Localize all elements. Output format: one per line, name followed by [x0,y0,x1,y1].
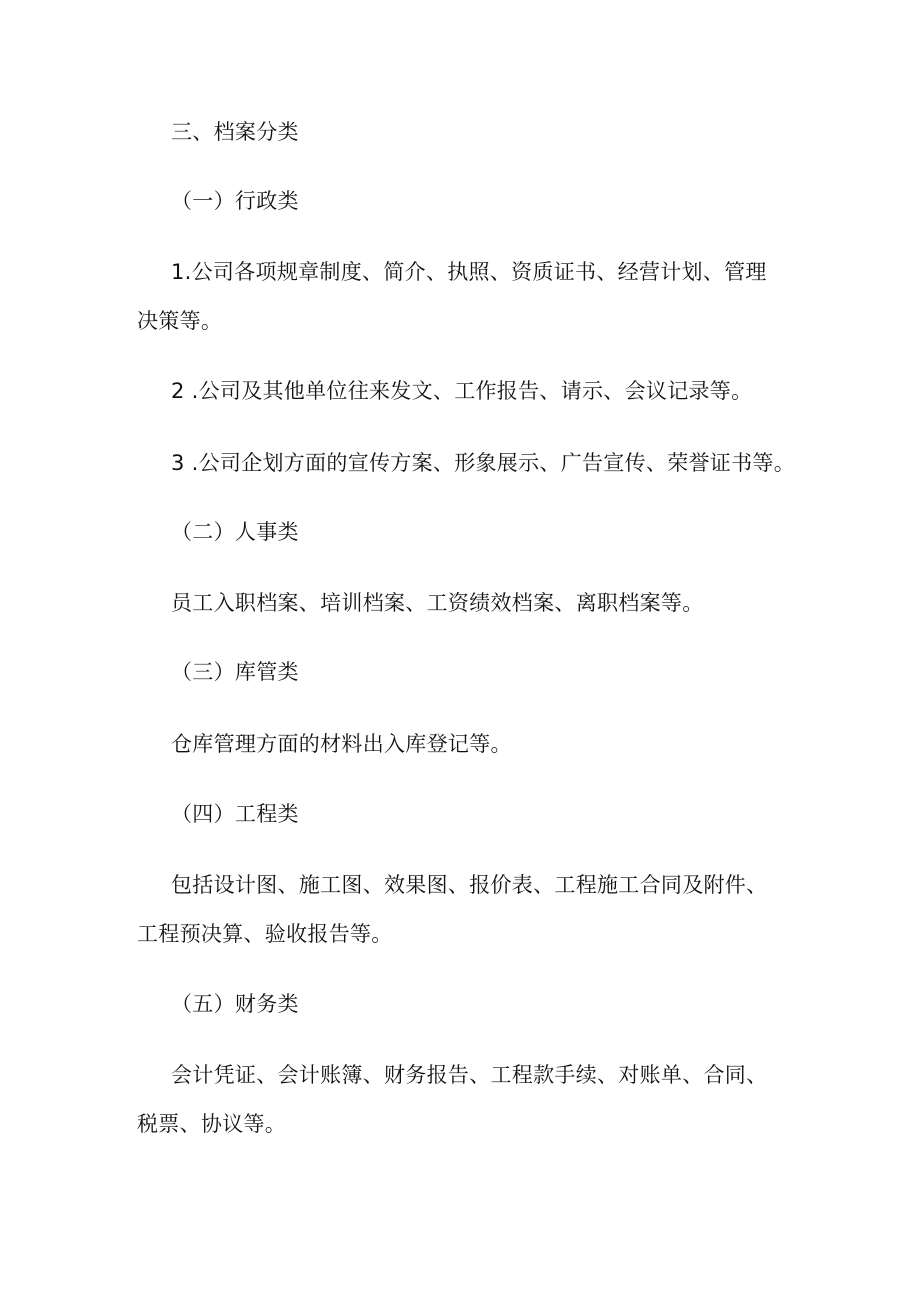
category-heading-engineering: （四）工程类 [171,802,299,826]
category-heading-administrative: （一）行政类 [171,189,299,213]
warehouse-item: 仓库管理方面的材料出入库登记等。 [171,732,512,756]
finance-item: 会计凭证、会计账簿、财务报告、工程款手续、对账单、合同、税票、协议等。 [137,1063,768,1136]
administrative-item-3: 3 .公司企划方面的宣传方案、形象展示、广告宣传、荣誉证书等。 [171,451,796,475]
administrative-item-2: 2 .公司及其他单位往来发文、工作报告、请示、会议记录等。 [171,379,753,403]
section-heading: 三、档案分类 [171,120,299,144]
category-heading-finance: （五）财务类 [171,992,299,1016]
engineering-item: 包括设计图、施工图、效果图、报价表、工程施工合同及附件、工程预决算、验收报告等。 [137,873,768,946]
category-heading-warehouse: （三）库管类 [171,660,299,684]
category-heading-personnel: （二）人事类 [171,520,299,544]
administrative-item-1: 1.公司各项规章制度、简介、执照、资质证书、经营计划、管理决策等。 [137,260,767,333]
personnel-item: 员工入职档案、培训档案、工资绩效档案、离职档案等。 [171,591,704,615]
